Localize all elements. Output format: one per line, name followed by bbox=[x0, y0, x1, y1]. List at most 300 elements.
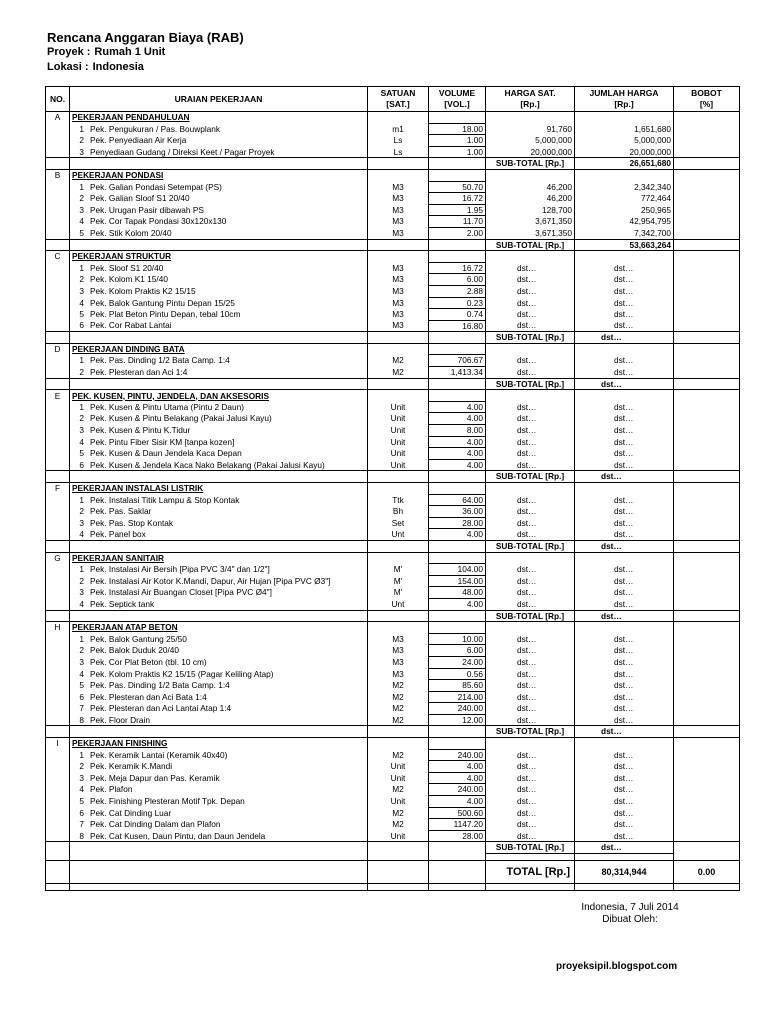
place-date: Indonesia, 7 Juli 2014 bbox=[581, 902, 679, 913]
item-bobot bbox=[674, 274, 740, 286]
empty-cell bbox=[46, 274, 70, 286]
subtotal-value: 26,651,680 bbox=[575, 158, 674, 170]
item-text: Pek. Keramik K.Mandi bbox=[90, 761, 173, 772]
item-description bbox=[70, 633, 368, 645]
item-satuan: Unit bbox=[368, 796, 429, 808]
section-code: B bbox=[46, 169, 70, 181]
subtotal-label: SUB-TOTAL [Rp.] bbox=[486, 540, 575, 552]
proyek-label: Proyek : bbox=[47, 46, 91, 58]
item-description bbox=[70, 784, 368, 796]
empty-cell bbox=[46, 819, 70, 831]
empty-cell bbox=[368, 842, 429, 854]
table-row bbox=[46, 355, 740, 367]
item-number: 4 bbox=[79, 297, 84, 308]
item-harga: 20,000,000 bbox=[486, 146, 575, 158]
item-number: 2 bbox=[79, 506, 84, 517]
item-description bbox=[70, 680, 368, 692]
item-jumlah: dst… bbox=[575, 691, 674, 703]
item-text: Pek. Balok Gantung Pintu Depan 15/25 bbox=[90, 297, 235, 308]
item-harga: dst… bbox=[486, 668, 575, 680]
item-volume: 12.00 bbox=[429, 714, 486, 726]
item-description bbox=[70, 564, 368, 576]
empty-cell bbox=[429, 610, 486, 622]
item-bobot bbox=[674, 564, 740, 576]
item-jumlah: dst… bbox=[575, 784, 674, 796]
item-jumlah: dst… bbox=[575, 807, 674, 819]
item-harga: dst… bbox=[486, 517, 575, 529]
empty-cell bbox=[46, 227, 70, 239]
item-harga: dst… bbox=[486, 320, 575, 332]
item-volume: 706.67 bbox=[429, 355, 486, 367]
item-bobot bbox=[674, 796, 740, 808]
empty-cell bbox=[674, 726, 740, 738]
subtotal-label: SUB-TOTAL [Rp.] bbox=[486, 239, 575, 251]
item-jumlah: dst… bbox=[575, 575, 674, 587]
item-description bbox=[70, 807, 368, 819]
item-number: 5 bbox=[79, 680, 84, 691]
item-bobot bbox=[674, 436, 740, 448]
subtotal-row bbox=[46, 610, 740, 622]
item-description bbox=[70, 425, 368, 437]
empty-cell bbox=[429, 112, 486, 124]
empty-cell bbox=[46, 633, 70, 645]
item-volume: 1.00 bbox=[429, 146, 486, 158]
item-satuan: M3 bbox=[368, 645, 429, 657]
item-number: 5 bbox=[79, 448, 84, 459]
table-row bbox=[46, 285, 740, 297]
item-description bbox=[70, 204, 368, 216]
item-number: 1 bbox=[79, 564, 84, 575]
item-number: 3 bbox=[79, 425, 84, 436]
item-satuan: M3 bbox=[368, 309, 429, 321]
item-volume: 8.00 bbox=[429, 425, 486, 437]
item-jumlah: dst… bbox=[575, 436, 674, 448]
subtotal-row bbox=[46, 471, 740, 483]
item-text: Pek. Kusen & Daun Jendela Kaca Depan bbox=[90, 448, 242, 459]
subtotal-label: SUB-TOTAL [Rp.] bbox=[486, 842, 575, 854]
item-text: Pek. Penyediaan Air Kerja bbox=[90, 135, 187, 146]
empty-cell bbox=[46, 691, 70, 703]
item-text: Pek. Instalasi Air Kotor K.Mandi, Dapur, Air Hujan [Pipa PVC Ø3"] bbox=[90, 575, 331, 586]
item-volume: 48.00 bbox=[429, 587, 486, 599]
empty-cell bbox=[368, 610, 429, 622]
item-volume: 1147.20 bbox=[429, 819, 486, 831]
item-volume: 6.00 bbox=[429, 645, 486, 657]
item-volume: 1.00 bbox=[429, 135, 486, 147]
item-description bbox=[70, 714, 368, 726]
item-description bbox=[70, 830, 368, 842]
item-volume: 36.00 bbox=[429, 506, 486, 518]
empty-cell bbox=[46, 714, 70, 726]
empty-cell bbox=[46, 123, 70, 135]
item-bobot bbox=[674, 517, 740, 529]
item-jumlah: dst… bbox=[575, 309, 674, 321]
empty-cell bbox=[674, 738, 740, 750]
empty-cell bbox=[46, 575, 70, 587]
item-jumlah: dst… bbox=[575, 656, 674, 668]
empty-cell bbox=[46, 320, 70, 332]
item-text: Pek. Galian Sloof S1 20/40 bbox=[90, 193, 190, 204]
item-satuan: M3 bbox=[368, 262, 429, 274]
item-volume: 0.74 bbox=[429, 309, 486, 321]
item-harga: dst… bbox=[486, 367, 575, 379]
item-text: Pek. Plesteran dan Aci 1:4 bbox=[90, 366, 188, 377]
item-volume: 18.00 bbox=[429, 123, 486, 135]
item-number: 4 bbox=[79, 784, 84, 795]
section-title: PEKERJAAN PONDASI bbox=[70, 169, 368, 181]
item-volume: 240.00 bbox=[429, 703, 486, 715]
subtotal-label: SUB-TOTAL [Rp.] bbox=[486, 726, 575, 738]
item-harga: dst… bbox=[486, 425, 575, 437]
empty-cell bbox=[46, 529, 70, 541]
item-description bbox=[70, 819, 368, 831]
empty-cell bbox=[486, 738, 575, 750]
col-harga-header: HARGA SAT. [Rp.] bbox=[486, 87, 575, 112]
section-code: C bbox=[46, 251, 70, 263]
subtotal-label: SUB-TOTAL [Rp.] bbox=[486, 332, 575, 344]
empty-cell bbox=[368, 158, 429, 170]
table-row bbox=[46, 714, 740, 726]
item-bobot bbox=[674, 807, 740, 819]
empty-cell bbox=[46, 517, 70, 529]
proyek-value: Rumah 1 Unit bbox=[94, 46, 166, 58]
item-text: Pek. Stik Kolom 20/40 bbox=[90, 227, 172, 238]
section-code: A bbox=[46, 112, 70, 124]
empty-cell bbox=[674, 112, 740, 124]
item-harga: dst… bbox=[486, 575, 575, 587]
document-title: Rencana Anggaran Biaya (RAB) bbox=[47, 30, 244, 45]
empty-cell bbox=[429, 622, 486, 634]
table-row bbox=[46, 784, 740, 796]
empty-cell bbox=[46, 135, 70, 147]
item-satuan: M3 bbox=[368, 668, 429, 680]
item-text: Pek. Balok Gantung 25/50 bbox=[90, 633, 187, 644]
item-number: 8 bbox=[79, 830, 84, 841]
item-number: 2 bbox=[79, 135, 84, 146]
item-satuan: Unit bbox=[368, 413, 429, 425]
table-row bbox=[46, 703, 740, 715]
item-bobot bbox=[674, 587, 740, 599]
section-code: F bbox=[46, 483, 70, 495]
item-description bbox=[70, 517, 368, 529]
item-satuan: M2 bbox=[368, 819, 429, 831]
empty-cell bbox=[674, 842, 740, 854]
item-jumlah: dst… bbox=[575, 587, 674, 599]
table-row bbox=[46, 320, 740, 332]
item-number: 2 bbox=[79, 575, 84, 586]
item-description bbox=[70, 761, 368, 773]
empty-cell bbox=[368, 332, 429, 344]
item-description bbox=[70, 355, 368, 367]
table-row bbox=[46, 506, 740, 518]
empty-cell bbox=[486, 622, 575, 634]
empty-cell bbox=[46, 796, 70, 808]
lokasi-label: Lokasi : bbox=[47, 61, 89, 73]
subtotal-row bbox=[46, 726, 740, 738]
item-jumlah: 20,000,000 bbox=[575, 146, 674, 158]
item-satuan: M3 bbox=[368, 227, 429, 239]
empty-cell bbox=[70, 726, 368, 738]
empty-cell bbox=[46, 726, 70, 738]
item-jumlah: dst… bbox=[575, 367, 674, 379]
table-row bbox=[46, 204, 740, 216]
item-bobot bbox=[674, 772, 740, 784]
table-row bbox=[46, 216, 740, 228]
section-title: PEKERJAAN SANITAIR bbox=[70, 552, 368, 564]
item-text: Penyediaan Gudang / Direksi Keet / Pagar Proyek bbox=[90, 146, 275, 157]
section-header-row bbox=[46, 169, 740, 181]
table-row bbox=[46, 193, 740, 205]
item-satuan: M2 bbox=[368, 691, 429, 703]
subtotal-row bbox=[46, 158, 740, 170]
rab-table bbox=[45, 86, 740, 891]
item-jumlah: dst… bbox=[575, 285, 674, 297]
item-bobot bbox=[674, 784, 740, 796]
item-text: Pek. Pas. Dinding 1/2 Bata Camp. 1:4 bbox=[90, 680, 230, 691]
item-number: 3 bbox=[79, 517, 84, 528]
subtotal-value: dst… bbox=[575, 332, 674, 344]
item-description bbox=[70, 285, 368, 297]
item-number: 7 bbox=[79, 819, 84, 830]
table-row bbox=[46, 436, 740, 448]
item-harga: dst… bbox=[486, 645, 575, 657]
item-text: Pek. Finishing Plesteran Motif Tpk. Depan bbox=[90, 796, 245, 807]
table-row bbox=[46, 297, 740, 309]
subtotal-row bbox=[46, 378, 740, 390]
subtotal-value: dst… bbox=[575, 842, 674, 854]
item-text: Pek. Cat Dinding Luar bbox=[90, 807, 172, 818]
rab-total-body bbox=[46, 854, 740, 891]
section-header-row bbox=[46, 251, 740, 263]
empty-cell bbox=[674, 332, 740, 344]
item-jumlah: dst… bbox=[575, 714, 674, 726]
table-row bbox=[46, 135, 740, 147]
section-header-row bbox=[46, 483, 740, 495]
table-row bbox=[46, 564, 740, 576]
table-row bbox=[46, 761, 740, 773]
item-text: Pek. Cat Kusen, Daun Pintu, dan Daun Jendela bbox=[90, 830, 266, 841]
item-number: 2 bbox=[79, 366, 84, 377]
empty-cell bbox=[429, 540, 486, 552]
item-description bbox=[70, 309, 368, 321]
table-row bbox=[46, 587, 740, 599]
empty-cell bbox=[575, 483, 674, 495]
empty-cell bbox=[674, 251, 740, 263]
dibuat-oleh: Dibuat Oleh: bbox=[602, 914, 658, 925]
item-jumlah: dst… bbox=[575, 413, 674, 425]
item-satuan: M3 bbox=[368, 204, 429, 216]
item-jumlah: dst… bbox=[575, 506, 674, 518]
empty-cell bbox=[575, 738, 674, 750]
item-harga: dst… bbox=[486, 506, 575, 518]
item-volume: 85.60 bbox=[429, 680, 486, 692]
item-harga: dst… bbox=[486, 714, 575, 726]
item-number: 4 bbox=[79, 598, 84, 609]
lokasi-value: Indonesia bbox=[92, 61, 144, 73]
item-text: Pek. Plesteran dan Aci Lantai Atap 1:4 bbox=[90, 703, 232, 714]
item-harga: dst… bbox=[486, 680, 575, 692]
empty-cell bbox=[575, 552, 674, 564]
empty-cell bbox=[674, 239, 740, 251]
item-description bbox=[70, 772, 368, 784]
item-jumlah: 2,342,340 bbox=[575, 181, 674, 193]
empty-cell bbox=[46, 494, 70, 506]
item-satuan: M3 bbox=[368, 216, 429, 228]
col-uraian-header: URAIAN PEKERJAAN bbox=[70, 87, 368, 112]
col-volume-header: VOLUME [VOL.] bbox=[429, 87, 486, 112]
empty-cell bbox=[575, 622, 674, 634]
section-header-row bbox=[46, 622, 740, 634]
item-text: Pek. Pintu Fiber Sisir KM [tanpa kozen] bbox=[90, 436, 235, 447]
item-description bbox=[70, 181, 368, 193]
empty-cell bbox=[575, 390, 674, 402]
item-satuan: Unit bbox=[368, 459, 429, 471]
item-volume: 4.00 bbox=[429, 413, 486, 425]
item-text: Pek. Pas. Stop Kontak bbox=[90, 517, 174, 528]
item-harga: dst… bbox=[486, 413, 575, 425]
empty-cell bbox=[46, 425, 70, 437]
item-satuan: Unit bbox=[368, 830, 429, 842]
item-jumlah: dst… bbox=[575, 459, 674, 471]
empty-cell bbox=[429, 158, 486, 170]
item-volume: 154.00 bbox=[429, 575, 486, 587]
empty-cell bbox=[46, 761, 70, 773]
empty-cell bbox=[46, 204, 70, 216]
empty-cell bbox=[575, 251, 674, 263]
item-volume: 4.00 bbox=[429, 459, 486, 471]
item-bobot bbox=[674, 401, 740, 413]
item-description bbox=[70, 529, 368, 541]
item-satuan: Unit bbox=[368, 401, 429, 413]
table-row bbox=[46, 668, 740, 680]
item-volume: 4.00 bbox=[429, 761, 486, 773]
item-volume: 6.00 bbox=[429, 274, 486, 286]
item-description bbox=[70, 645, 368, 657]
empty-cell bbox=[674, 378, 740, 390]
item-volume: 4.00 bbox=[429, 796, 486, 808]
empty-cell bbox=[46, 193, 70, 205]
item-text: Pek. Septick tank bbox=[90, 598, 155, 609]
item-number: 1 bbox=[79, 262, 84, 273]
empty-cell bbox=[46, 459, 70, 471]
empty-cell bbox=[429, 332, 486, 344]
item-number: 2 bbox=[79, 274, 84, 285]
item-satuan: M' bbox=[368, 575, 429, 587]
subtotal-value: dst… bbox=[575, 471, 674, 483]
website-credit: proyeksipil.blogspot.com bbox=[556, 961, 678, 972]
item-satuan: M3 bbox=[368, 297, 429, 309]
item-jumlah: 772,464 bbox=[575, 193, 674, 205]
empty-cell bbox=[368, 239, 429, 251]
subtotal-value: dst… bbox=[575, 540, 674, 552]
item-jumlah: dst… bbox=[575, 772, 674, 784]
item-description bbox=[70, 668, 368, 680]
table-row bbox=[46, 459, 740, 471]
table-row bbox=[46, 772, 740, 784]
item-bobot bbox=[674, 135, 740, 147]
empty-cell bbox=[429, 552, 486, 564]
empty-cell bbox=[46, 610, 70, 622]
item-number: 3 bbox=[79, 146, 84, 157]
empty-cell bbox=[368, 738, 429, 750]
empty-cell bbox=[46, 413, 70, 425]
section-header-row bbox=[46, 343, 740, 355]
item-text: Pek. Cor Tapak Pondasi 30x120x130 bbox=[90, 216, 227, 227]
table-row bbox=[46, 807, 740, 819]
item-harga: 46,200 bbox=[486, 193, 575, 205]
item-text: Pek. Kusen & Pintu K.Tidur bbox=[90, 425, 191, 436]
empty-cell bbox=[70, 842, 368, 854]
item-number: 8 bbox=[79, 714, 84, 725]
empty-cell bbox=[70, 610, 368, 622]
table-row bbox=[46, 274, 740, 286]
item-volume: 240.00 bbox=[429, 784, 486, 796]
item-harga: 46,200 bbox=[486, 181, 575, 193]
empty-cell bbox=[70, 378, 368, 390]
col-satuan-header: SATUAN [SAT.] bbox=[368, 87, 429, 112]
empty-cell bbox=[46, 645, 70, 657]
item-volume: 16.72 bbox=[429, 262, 486, 274]
item-volume: 4.00 bbox=[429, 772, 486, 784]
item-description bbox=[70, 703, 368, 715]
table-row bbox=[46, 367, 740, 379]
item-description bbox=[70, 297, 368, 309]
col-no-header: NO. bbox=[46, 87, 70, 112]
item-bobot bbox=[674, 285, 740, 297]
item-bobot bbox=[674, 204, 740, 216]
item-text: Pek. Pengukuran / Pas. Bouwplank bbox=[90, 123, 221, 134]
item-satuan: M' bbox=[368, 587, 429, 599]
section-code: E bbox=[46, 390, 70, 402]
subtotal-label: SUB-TOTAL [Rp.] bbox=[486, 158, 575, 170]
item-harga: dst… bbox=[486, 749, 575, 761]
subtotal-value: dst… bbox=[575, 378, 674, 390]
empty-cell bbox=[486, 483, 575, 495]
item-jumlah: dst… bbox=[575, 425, 674, 437]
item-satuan: M' bbox=[368, 564, 429, 576]
empty-cell bbox=[486, 251, 575, 263]
empty-cell bbox=[70, 239, 368, 251]
item-volume: 4.00 bbox=[429, 436, 486, 448]
item-satuan: M3 bbox=[368, 181, 429, 193]
empty-cell bbox=[46, 239, 70, 251]
empty-cell bbox=[46, 332, 70, 344]
item-satuan: Unit bbox=[368, 425, 429, 437]
item-text: Pek. Kolom K1 15/40 bbox=[90, 274, 168, 285]
item-bobot bbox=[674, 320, 740, 332]
item-harga: dst… bbox=[486, 796, 575, 808]
section-title: PEKERJAAN INSTALASI LISTRIK bbox=[70, 483, 368, 495]
table-row bbox=[46, 401, 740, 413]
empty-cell bbox=[46, 181, 70, 193]
table-header-row bbox=[46, 87, 740, 112]
item-jumlah: dst… bbox=[575, 633, 674, 645]
item-satuan: Unit bbox=[368, 436, 429, 448]
item-bobot bbox=[674, 633, 740, 645]
item-jumlah: dst… bbox=[575, 274, 674, 286]
subtotal-value: dst… bbox=[575, 610, 674, 622]
table-row bbox=[46, 796, 740, 808]
item-bobot bbox=[674, 680, 740, 692]
empty-cell bbox=[368, 483, 429, 495]
empty-cell bbox=[70, 332, 368, 344]
item-jumlah: dst… bbox=[575, 401, 674, 413]
section-header-row bbox=[46, 552, 740, 564]
item-number: 5 bbox=[79, 796, 84, 807]
subtotal-row bbox=[46, 842, 740, 854]
tail-row bbox=[46, 884, 740, 891]
item-bobot bbox=[674, 425, 740, 437]
